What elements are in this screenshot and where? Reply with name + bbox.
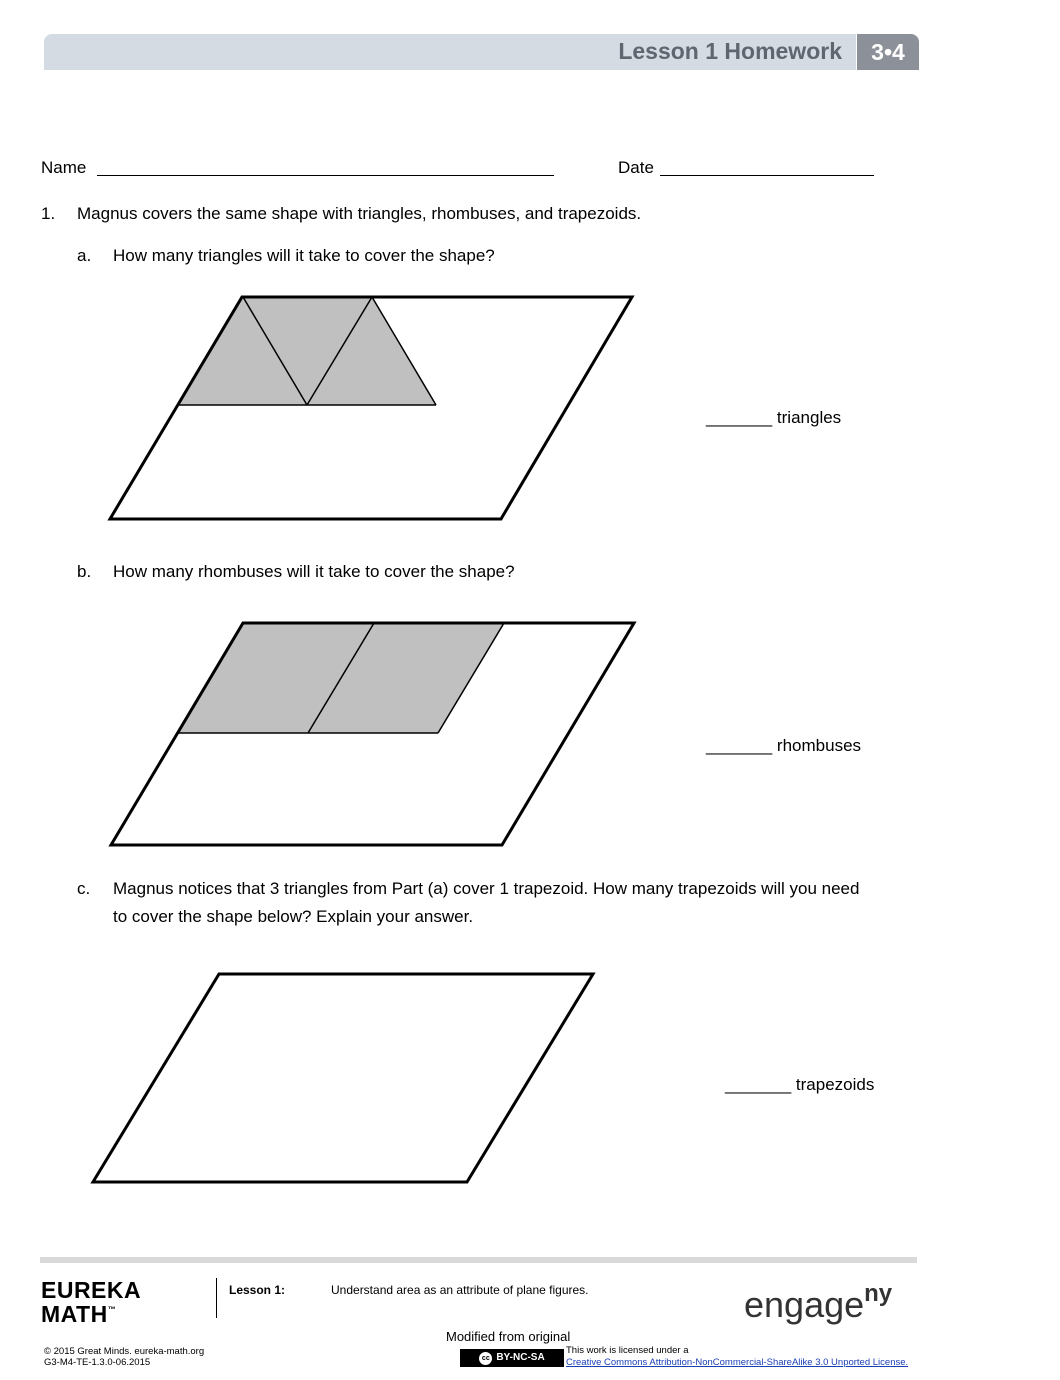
part-a-letter: a. <box>77 246 92 265</box>
lesson-title: Lesson 1 Homework <box>618 38 842 64</box>
copyright-text: © 2015 Great Minds. eureka-math.org <box>44 1346 205 1357</box>
document-code: G3-M4-TE-1.3.0-06.2015 <box>44 1357 151 1368</box>
footer-divider <box>216 1278 217 1318</box>
part-c-question-line2: to cover the shape below? Explain your answer. <box>113 907 474 926</box>
triangles-answer-blank[interactable]: _______ triangles <box>706 408 842 427</box>
grade-module-badge: 3•4 <box>857 34 919 70</box>
footer-lesson-description: Understand area as an attribute of plane figures. <box>331 1283 589 1297</box>
cc-icon: cc <box>479 1352 492 1365</box>
figure-b-parallelogram <box>111 623 634 845</box>
figure-a-parallelogram <box>110 297 632 519</box>
license-link[interactable]: Creative Commons Attribution-NonCommercial-ShareAlike 3.0 Unported License. <box>566 1357 909 1368</box>
part-a-question: How many triangles will it take to cover the shape? <box>113 246 495 265</box>
name-label: Name <box>41 158 87 177</box>
eureka-math-logo: EUREKA MATH™ <box>41 1277 142 1327</box>
footer-rule <box>40 1257 917 1263</box>
footer-lesson-label: Lesson 1: <box>229 1283 286 1297</box>
part-c-letter: c. <box>77 879 91 898</box>
date-label: Date <box>618 158 654 177</box>
part-b-letter: b. <box>77 562 92 581</box>
modified-note: Modified from original <box>446 1329 571 1344</box>
engageny-logo: engage$^{ny}$ <box>744 1280 893 1325</box>
figure-c-parallelogram <box>93 974 593 1182</box>
license-text: This work is licensed under a <box>566 1345 689 1356</box>
problem-number: 1. <box>41 204 56 223</box>
trapezoids-answer-blank[interactable]: _______ trapezoids <box>725 1075 875 1094</box>
cc-license-badge: cc BY-NC-SA <box>460 1349 564 1367</box>
part-c-question-line1: Magnus notices that 3 triangles from Part (a) cover 1 trapezoid. How many trapezoids will you need <box>113 879 860 898</box>
part-b-question: How many rhombuses will it take to cover the shape? <box>113 562 515 581</box>
problem-text: Magnus covers the same shape with triangles, rhombuses, and trapezoids. <box>77 204 642 223</box>
rhombuses-answer-blank[interactable]: _______ rhombuses <box>706 736 862 755</box>
